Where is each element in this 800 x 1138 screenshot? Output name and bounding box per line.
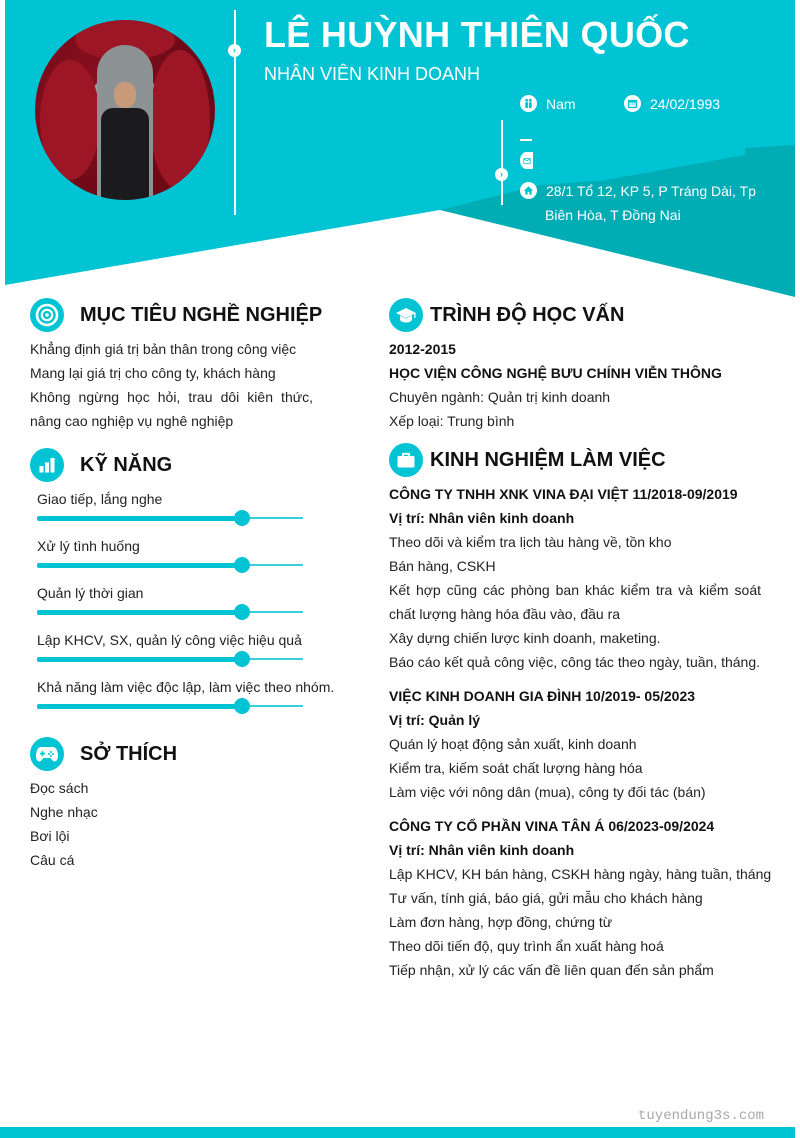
hobby-item: Đọc sách <box>30 780 89 796</box>
job-duty: Theo dõi và kiểm tra lịch tàu hàng về, tồn kho <box>389 534 672 550</box>
hobby-item: Câu cá <box>30 852 75 868</box>
bar-chart-icon <box>30 448 64 482</box>
skill-label: Xử lý tình huống <box>37 538 140 554</box>
experience-title: KINH NGHIỆM LÀM VIỆC <box>430 448 666 471</box>
job-duty: chất lượng hàng hóa đầu vào, đầu ra <box>389 606 621 622</box>
skill-label: Giao tiếp, lắng nghe <box>37 491 163 507</box>
contact-phone <box>520 125 532 141</box>
email-icon <box>520 152 533 169</box>
job-position: Vị trí: Quản lý <box>389 712 481 728</box>
objective-line: Không ngừng học hỏi, trau dôi kiên thức, <box>30 389 313 405</box>
avatar-photo <box>35 20 215 200</box>
skills-title: KỸ NĂNG <box>80 453 173 476</box>
job-duty: Xây dựng chiến lược kinh doanh, maketing. <box>389 630 661 646</box>
skill-bar <box>37 705 303 707</box>
briefcase-icon <box>389 443 423 477</box>
chevron-right-icon: › <box>495 168 508 181</box>
job-duty: Kết hợp cũng các phòng ban khác kiểm tra và kiểm soát <box>389 582 761 598</box>
skills-section-header <box>30 448 172 482</box>
education-period: 2012-2015 <box>389 341 456 357</box>
job-duty: Kiểm tra, kiếm soát chất lượng hàng hóa <box>389 760 643 776</box>
header-divider-line <box>234 10 236 215</box>
home-icon <box>520 182 537 199</box>
contact-address <box>520 182 756 199</box>
objective-line: Mang lại giá trị cho công ty, khách hàng <box>30 365 276 381</box>
education-major: Chuyên ngành: Quản trị kinh doanh <box>389 389 611 405</box>
job-company: VIỆC KINH DOANH GIA ĐÌNH 10/2019- 05/2023 <box>389 688 696 704</box>
hobby-item: Bơi lội <box>30 828 70 844</box>
hobby-item: Nghe nhạc <box>30 804 98 820</box>
skill-level-knob <box>234 651 250 667</box>
job-duty: Làm việc với nông dân (mua), công ty đối tác (bán) <box>389 784 706 800</box>
job-company: CÔNG TY TNHH XNK VINA ĐẠI VIỆT 11/2018-09/2019 <box>389 486 738 502</box>
objective-line: Khẳng định giá trị bản thân trong công việc <box>30 341 297 357</box>
job-duty: Tư vấn, tính giá, báo giá, gửi mẫu cho khách hàng <box>389 890 703 906</box>
graduation-cap-icon <box>389 298 423 332</box>
skill-bar <box>37 517 303 519</box>
job-duty: Theo dõi tiến độ, quy trình ẩn xuất hàng hoá <box>389 938 664 954</box>
job-duty: Bán hàng, CSKH <box>389 558 496 574</box>
skill-level-knob <box>234 510 250 526</box>
education-school: HỌC VIỆN CÔNG NGHỆ BƯU CHÍNH VIỄN THÔNG <box>389 365 722 381</box>
skill-label: Khả năng làm việc độc lập, làm việc theo nhóm. <box>37 679 335 695</box>
skill-level-knob <box>234 557 250 573</box>
job-duty: Quán lý hoạt động sản xuất, kinh doanh <box>389 736 637 752</box>
gender-icon <box>520 95 537 112</box>
objective-title: MỤC TIÊU NGHỀ NGHIỆP <box>80 303 323 326</box>
contact-gender <box>520 95 576 112</box>
experience-section-header <box>389 443 666 477</box>
job-duty: Làm đơn hàng, hợp đồng, chứng từ <box>389 914 613 930</box>
job-duty: Báo cáo kết quả công việc, công tác theo ngày, tuần, tháng. <box>389 654 760 670</box>
education-section-header <box>389 298 624 332</box>
address-line-1: 28/1 Tổ 12, KP 5, P Tráng Dài, Tp <box>546 182 756 199</box>
job-position: Vị trí: Nhân viên kinh doanh <box>389 510 575 526</box>
candidate-name: LÊ HUỲNH THIÊN QUỐC <box>264 14 690 55</box>
education-grade: Xếp loại: Trung bình <box>389 413 515 429</box>
hobbies-title: SỞ THÍCH <box>80 742 178 765</box>
skill-level-knob <box>234 698 250 714</box>
job-duty: Tiếp nhận, xử lý các vấn đề liên quan đến sản phẩm <box>389 962 714 978</box>
education-title: TRÌNH ĐỘ HỌC VẤN <box>430 303 625 326</box>
contact-birthday <box>624 95 720 112</box>
job-title: NHÂN VIÊN KINH DOANH <box>264 64 481 84</box>
job-duty: Lập KHCV, KH bán hàng, CSKH hàng ngày, hàng tuần, tháng <box>389 866 772 882</box>
birthday-value: 24/02/1993 <box>650 95 721 112</box>
footer-bar <box>0 1127 795 1138</box>
job-position: Vị trí: Nhân viên kinh doanh <box>389 842 575 858</box>
watermark: tuyendung3s.com <box>638 1108 765 1124</box>
job-company: CÔNG TY CỔ PHẦN VINA TÂN Á 06/2023-09/2024 <box>389 818 715 834</box>
address-line-2: Biên Hòa, T Đồng Nai <box>545 207 681 223</box>
skill-bar <box>37 658 303 660</box>
chevron-right-icon: › <box>228 44 241 57</box>
contact-email <box>520 152 542 169</box>
skill-label: Lập KHCV, SX, quản lý công việc hiệu quả <box>37 632 302 648</box>
target-icon <box>30 298 64 332</box>
contact-divider-line <box>501 120 503 205</box>
skill-bar <box>37 564 303 566</box>
calendar-icon <box>624 95 641 112</box>
phone-icon <box>520 139 532 141</box>
gender-value: Nam <box>546 95 576 112</box>
hobbies-section-header <box>30 737 177 771</box>
objective-line: nâng cao nghiệp vụ nghê nghiệp <box>30 413 234 429</box>
objective-section-header <box>30 298 322 332</box>
skill-bar <box>37 611 303 613</box>
skill-label: Quản lý thời gian <box>37 585 144 601</box>
gamepad-icon <box>30 737 64 771</box>
skill-level-knob <box>234 604 250 620</box>
